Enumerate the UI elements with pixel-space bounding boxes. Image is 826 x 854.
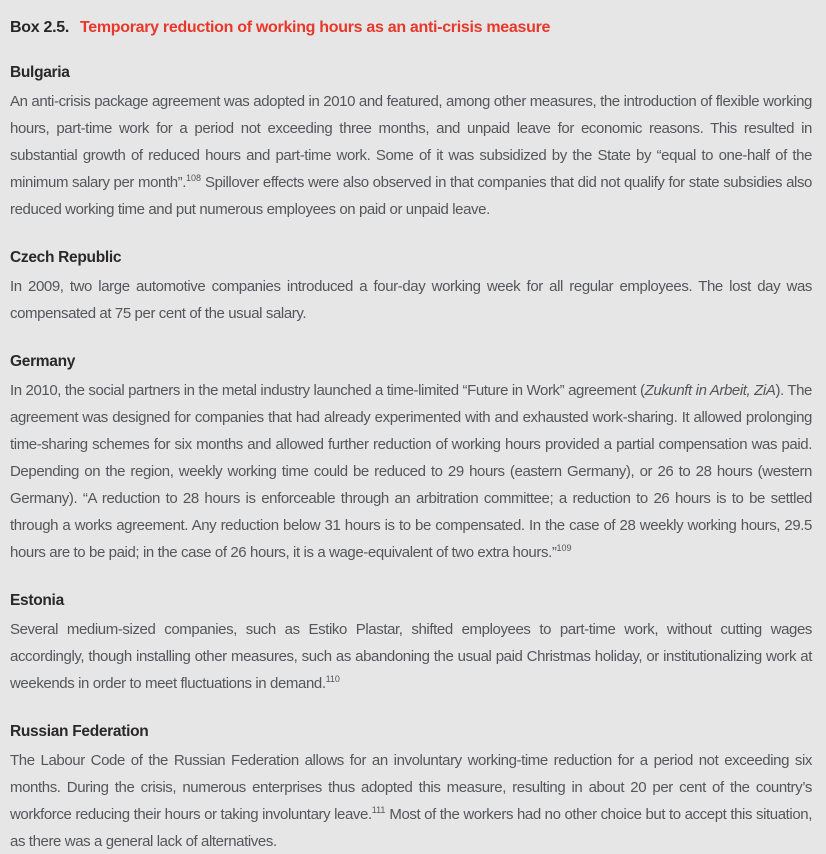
footnote-ref: 108 (186, 173, 202, 183)
footnote-ref: 111 (371, 805, 386, 815)
section-paragraph-bulgaria (10, 88, 812, 223)
footnote-ref: 110 (325, 674, 340, 684)
box-number-label: Box 2.5. (10, 19, 69, 36)
footnote-ref: 109 (556, 543, 572, 553)
italic-text-run: Zukunft in Arbeit, ZiA (644, 382, 776, 399)
text-run: In 2009, two large automotive companies introduced a four-day working week for all regular employees. The lost day was compensated at 75 per cent of the usual salary. (10, 278, 812, 322)
section-heading-russian-federation: Russian Federation (10, 723, 149, 740)
box-heading (10, 18, 812, 38)
section-heading-bulgaria: Bulgaria (10, 64, 70, 81)
text-run: Several medium-sized companies, such as Estiko Plastar, shifted employees to part-time work, without cutting wages accordingly, though installing other measures, such as abandoning the usual paid Christmas holiday, or institutionalizing work at weekends in order to meet fluctuations in demand. (10, 621, 812, 692)
section-heading-czech-republic: Czech Republic (10, 249, 122, 266)
section-heading-estonia: Estonia (10, 592, 64, 609)
text-run: The Labour Code of the Russian Federation allows for an involuntary working-time reduction for a period not exceeding six months. During the crisis, numerous enterprises thus adopted this measure, resulting in about 20 per cent of the country’s workforce reducing their hours or taking involuntary leave. (10, 752, 812, 823)
section-paragraph-estonia (10, 616, 812, 697)
text-run: Most of the workers had no other choice but to accept this situation, as there was a general lack of alternatives. (10, 806, 813, 850)
text-run: ). The agreement was designed for companies that had already experimented with and exhausted work-sharing. It allowed prolonging time-sharing schemes for six months and allowed further reduction of working hours provided a partial compensation was paid. Depending on the region, weekly working time could be reduced to 29 hours (eastern Germany), or 26 to 28 hours (western Germany). “A reduction to 28 hours is enforceable through an arbitration committee; a reduction to 26 hours is to be settled through a works agreement. Any reduction below 31 hours is to be compensated. In the case of 28 weekly working hours, 29.5 hours are to be paid; in the case of 26 hours, it is a wage-equivalent of two extra hours.” (10, 382, 812, 561)
text-run: In 2010, the social partners in the metal industry launched a time-limited “Future in Work” agreement ( (10, 382, 645, 399)
box-title: Temporary reduction of working hours as an anti-crisis measure (79, 19, 551, 36)
section-paragraph-russian-federation (10, 747, 812, 854)
section-paragraph-czech-republic (10, 273, 812, 327)
section-heading-germany: Germany (10, 353, 76, 370)
section-paragraph-germany (10, 377, 812, 566)
text-run: An anti-crisis package agreement was adopted in 2010 and featured, among other measures, the introduction of flexible working hours, part-time work for a period not exceeding three months, and unpaid leave for economic reasons. This resulted in substantial growth of reduced hours and part-time work. Some of it was subsidized by the State by “equal to one-half of the minimum salary per month”. (10, 93, 812, 191)
text-run: Spillover effects were also observed in that companies that did not qualify for state subsidies also reduced working time and put numerous employees on paid or unpaid leave. (10, 174, 812, 218)
